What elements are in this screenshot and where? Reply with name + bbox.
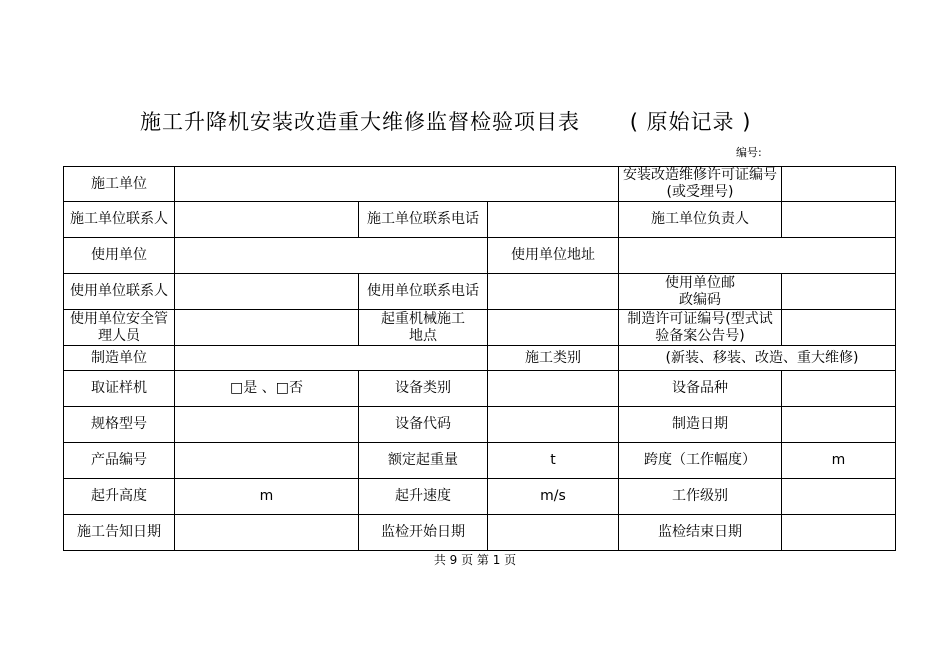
value-user-address[interactable] (619, 238, 896, 274)
value-equipment-code[interactable] (488, 407, 619, 443)
form-row (64, 407, 896, 443)
label-model: 规格型号 (64, 407, 175, 443)
form-row (64, 371, 896, 407)
value-construction-site[interactable] (488, 310, 619, 346)
page-footer: 共 9 页 第 1 页 (433, 553, 517, 567)
title-main: 施工升降机安装改造重大维修监督检验项目表 (140, 110, 580, 134)
form-row (64, 274, 896, 310)
label-inspection-end: 监检结束日期 (619, 515, 782, 551)
form-row (64, 346, 896, 371)
label-equipment-code: 设备代码 (359, 407, 488, 443)
document-title (140, 106, 800, 136)
value-license-number[interactable] (782, 167, 896, 202)
form-row (64, 443, 896, 479)
value-manufacture-date[interactable] (782, 407, 896, 443)
value-user-unit[interactable] (175, 238, 488, 274)
label-construction-site: 起重机械施工地点 (359, 310, 488, 346)
label-manufacturer: 制造单位 (64, 346, 175, 371)
label-inspection-start: 监检开始日期 (359, 515, 488, 551)
label-construction-phone: 施工单位联系电话 (359, 202, 488, 238)
value-safety-manager[interactable] (175, 310, 359, 346)
value-equipment-category[interactable] (488, 371, 619, 407)
value-work-grade[interactable] (782, 479, 896, 515)
value-construction-type-hint: (新装、移装、改造、重大维修) (619, 346, 896, 371)
value-product-number[interactable] (175, 443, 359, 479)
title-suffix: ( 原始记录 ) (629, 110, 752, 134)
label-manufacture-license: 制造许可证编号(型式试验备案公告号) (619, 310, 782, 346)
value-user-contact[interactable] (175, 274, 359, 310)
value-rated-load-unit[interactable]: t (488, 443, 619, 479)
label-sample-machine: 取证样机 (64, 371, 175, 407)
value-construction-phone[interactable] (488, 202, 619, 238)
form-row (64, 479, 896, 515)
value-inspection-end[interactable] (782, 515, 896, 551)
label-manufacture-date: 制造日期 (619, 407, 782, 443)
value-user-phone[interactable] (488, 274, 619, 310)
form-row (64, 310, 896, 346)
label-safety-manager: 使用单位安全管理人员 (64, 310, 175, 346)
label-user-postcode: 使用单位邮政编码 (619, 274, 782, 310)
value-construction-manager[interactable] (782, 202, 896, 238)
value-equipment-variety[interactable] (782, 371, 896, 407)
value-inspection-start[interactable] (488, 515, 619, 551)
label-construction-unit: 施工单位 (64, 167, 175, 202)
form-row (64, 167, 896, 202)
value-manufacturer[interactable] (175, 346, 488, 371)
label-span: 跨度（工作幅度） (619, 443, 782, 479)
label-user-unit: 使用单位 (64, 238, 175, 274)
inspection-form-table (63, 166, 896, 551)
label-lift-speed: 起升速度 (359, 479, 488, 515)
label-lift-height: 起升高度 (64, 479, 175, 515)
label-construction-manager: 施工单位负责人 (619, 202, 782, 238)
label-product-number: 产品编号 (64, 443, 175, 479)
label-work-grade: 工作级别 (619, 479, 782, 515)
label-equipment-category: 设备类别 (359, 371, 488, 407)
label-construction-contact: 施工单位联系人 (64, 202, 175, 238)
value-user-postcode[interactable] (782, 274, 896, 310)
form-row (64, 238, 896, 274)
label-user-contact: 使用单位联系人 (64, 274, 175, 310)
code-label: 编号: (736, 146, 762, 159)
value-construction-unit[interactable] (175, 167, 619, 202)
form-row (64, 202, 896, 238)
label-user-address: 使用单位地址 (488, 238, 619, 274)
value-notice-date[interactable] (175, 515, 359, 551)
label-rated-load: 额定起重量 (359, 443, 488, 479)
value-lift-height-unit[interactable]: m (175, 479, 359, 515)
value-span-unit[interactable]: m (782, 443, 896, 479)
value-manufacture-license[interactable] (782, 310, 896, 346)
label-notice-date: 施工告知日期 (64, 515, 175, 551)
label-user-phone: 使用单位联系电话 (359, 274, 488, 310)
form-row (64, 515, 896, 551)
value-construction-contact[interactable] (175, 202, 359, 238)
label-equipment-variety: 设备品种 (619, 371, 782, 407)
value-model[interactable] (175, 407, 359, 443)
value-sample-machine[interactable]: □是 、□否 (175, 371, 359, 407)
label-license-number: 安装改造维修许可证编号 (或受理号) (619, 167, 782, 202)
label-construction-type: 施工类别 (488, 346, 619, 371)
value-lift-speed-unit[interactable]: m/s (488, 479, 619, 515)
